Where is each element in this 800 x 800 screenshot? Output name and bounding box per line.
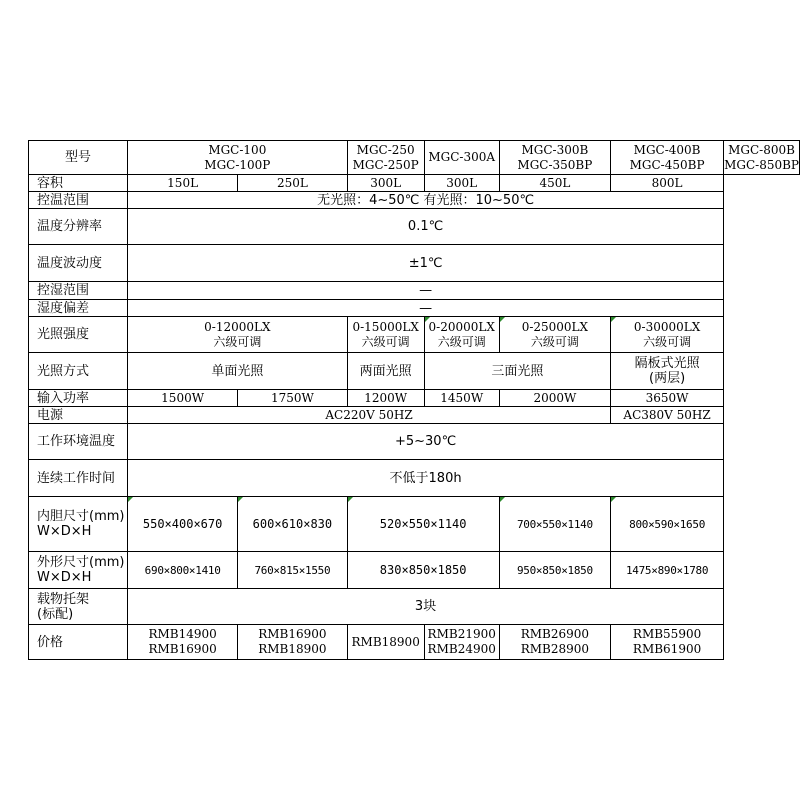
model-name: MGC-300B [521,142,589,157]
model-name: MGC-250P [352,157,419,172]
row-temp-fluctuation [29,245,800,282]
light-range: 0-30000LX [633,319,701,334]
input-power-cell: 1450W [424,390,499,407]
label-text: 内胆尺寸(mm) [37,509,125,524]
model-cell [611,141,724,175]
humidity-range-value: — [128,282,724,300]
price-text: RMB28900 [520,642,590,656]
light-mode-cell: 两面光照 [347,353,424,390]
temp-range-value: 无光照：4~50℃ 有光照：10~50℃ [128,192,724,209]
row-inner-size [29,497,800,552]
label-volume: 容积 [29,175,128,192]
row-temp-resolution [29,209,800,245]
input-power-cell: 1500W [128,390,238,407]
light-intensity-cell [499,317,610,353]
price-text: RMB24900 [427,642,496,656]
price-cell [499,625,610,660]
inner-size-cell: 800×590×1650 [611,497,724,552]
price-text: RMB16900 [258,627,327,641]
price-cell [424,625,499,660]
model-name: MGC-400B [633,142,701,157]
volume-cell: 300L [347,175,424,192]
input-power-cell: 1750W [238,390,347,407]
price-cell [128,625,238,660]
row-shelves [29,589,800,625]
label-light-mode: 光照方式 [29,353,128,390]
outer-size-cell: 760×815×1550 [238,552,347,589]
label-humidity-deviation: 湿度偏差 [29,300,128,317]
temp-resolution-value: 0.1℃ [128,209,724,245]
light-mode-text: (两层) [649,371,686,386]
light-adjust: 六级可调 [437,334,486,349]
row-humidity-range [29,282,800,300]
volume-cell: 250L [238,175,347,192]
volume-cell: 800L [611,175,724,192]
model-name: MGC-350BP [517,157,593,172]
inner-size-cell: 600×610×830 [238,497,347,552]
humidity-deviation-value: — [128,300,724,317]
model-cell [499,141,610,175]
label-text: (标配) [37,606,74,622]
model-cell: MGC-300A [424,141,499,175]
model-cell [724,141,800,175]
continuous-time-value: 不低于180h [128,460,724,497]
spec-table [28,140,800,660]
model-cell [128,141,348,175]
light-adjust: 六级可调 [643,334,692,349]
label-input-power: 输入功率 [29,390,128,407]
model-name: MGC-800B [728,142,795,157]
label-inner-size [29,497,128,552]
volume-cell: 150L [128,175,238,192]
price-text: RMB14900 [148,627,217,641]
light-range: 0-20000LX [428,319,495,334]
label-ambient-temp: 工作环境温度 [29,424,128,460]
light-intensity-cell [424,317,499,353]
light-intensity-cell [347,317,424,353]
light-intensity-cell [611,317,724,353]
inner-size-cell: 520×550×1140 [347,497,499,552]
light-adjust: 六级可调 [361,334,410,349]
light-adjust: 六级可调 [530,334,579,349]
input-power-cell: 2000W [499,390,610,407]
row-light-intensity [29,317,800,353]
inner-size-cell: 550×400×670 [128,497,238,552]
input-power-cell: 3650W [611,390,724,407]
ambient-temp-value: +5~30℃ [128,424,724,460]
shelves-value: 3块 [128,589,724,625]
outer-size-cell: 830×850×1850 [347,552,499,589]
light-range: 0-15000LX [352,319,419,334]
input-power-cell: 1200W [347,390,424,407]
label-shelves [29,589,128,625]
outer-size-cell: 1475×890×1780 [611,552,724,589]
price-text: RMB16900 [148,642,217,656]
label-continuous-time: 连续工作时间 [29,460,128,497]
price-text: RMB55900 [632,627,702,641]
price-cell: RMB18900 [347,625,424,660]
label-text: W×D×H [37,570,92,585]
row-price [29,625,800,660]
price-cell [238,625,347,660]
light-range: 0-25000LX [521,319,589,334]
label-temp-fluctuation: 温度波动度 [29,245,128,282]
light-mode-cell: 三面光照 [424,353,610,390]
label-temp-resolution: 温度分辨率 [29,209,128,245]
row-model [29,141,800,175]
label-text: 外形尺寸(mm) [37,555,125,570]
light-range: 0-12000LX [204,319,271,334]
price-text: RMB21900 [427,627,496,641]
model-name: MGC-450BP [629,157,705,172]
model-name: MGC-100 [208,142,267,157]
label-price: 价格 [29,625,128,660]
light-adjust: 六级可调 [213,334,262,349]
label-model: 型号 [29,141,128,175]
light-mode-cell [611,353,724,390]
label-text: 载物托架 [37,591,90,607]
row-input-power [29,390,800,407]
power-supply-cell: AC380V 50HZ [611,407,724,424]
volume-cell: 450L [499,175,610,192]
price-text: RMB61900 [632,642,702,656]
power-supply-cell: AC220V 50HZ [128,407,611,424]
model-cell [347,141,424,175]
model-name: MGC-850BP [724,157,799,172]
volume-cell: 300L [424,175,499,192]
row-temp-range [29,192,800,209]
price-text: RMB18900 [258,642,327,656]
label-humidity-range: 控湿范围 [29,282,128,300]
label-power-supply: 电源 [29,407,128,424]
outer-size-cell: 950×850×1850 [499,552,610,589]
light-intensity-cell [128,317,348,353]
temp-fluctuation-value: ±1℃ [128,245,724,282]
row-continuous-time [29,460,800,497]
model-name: MGC-250 [356,142,415,157]
row-light-mode [29,353,800,390]
row-humidity-deviation [29,300,800,317]
row-power-supply [29,407,800,424]
light-mode-cell: 单面光照 [128,353,348,390]
row-outer-size [29,552,800,589]
label-text: W×D×H [37,524,92,539]
outer-size-cell: 690×800×1410 [128,552,238,589]
light-mode-text: 隔板式光照 [634,356,700,371]
price-text: RMB26900 [520,627,590,641]
row-ambient-temp [29,424,800,460]
price-cell [611,625,724,660]
label-outer-size [29,552,128,589]
label-temp-range: 控温范围 [29,192,128,209]
label-light-intensity: 光照强度 [29,317,128,353]
inner-size-cell: 700×550×1140 [499,497,610,552]
row-volume [29,175,800,192]
model-name: MGC-100P [204,157,271,172]
